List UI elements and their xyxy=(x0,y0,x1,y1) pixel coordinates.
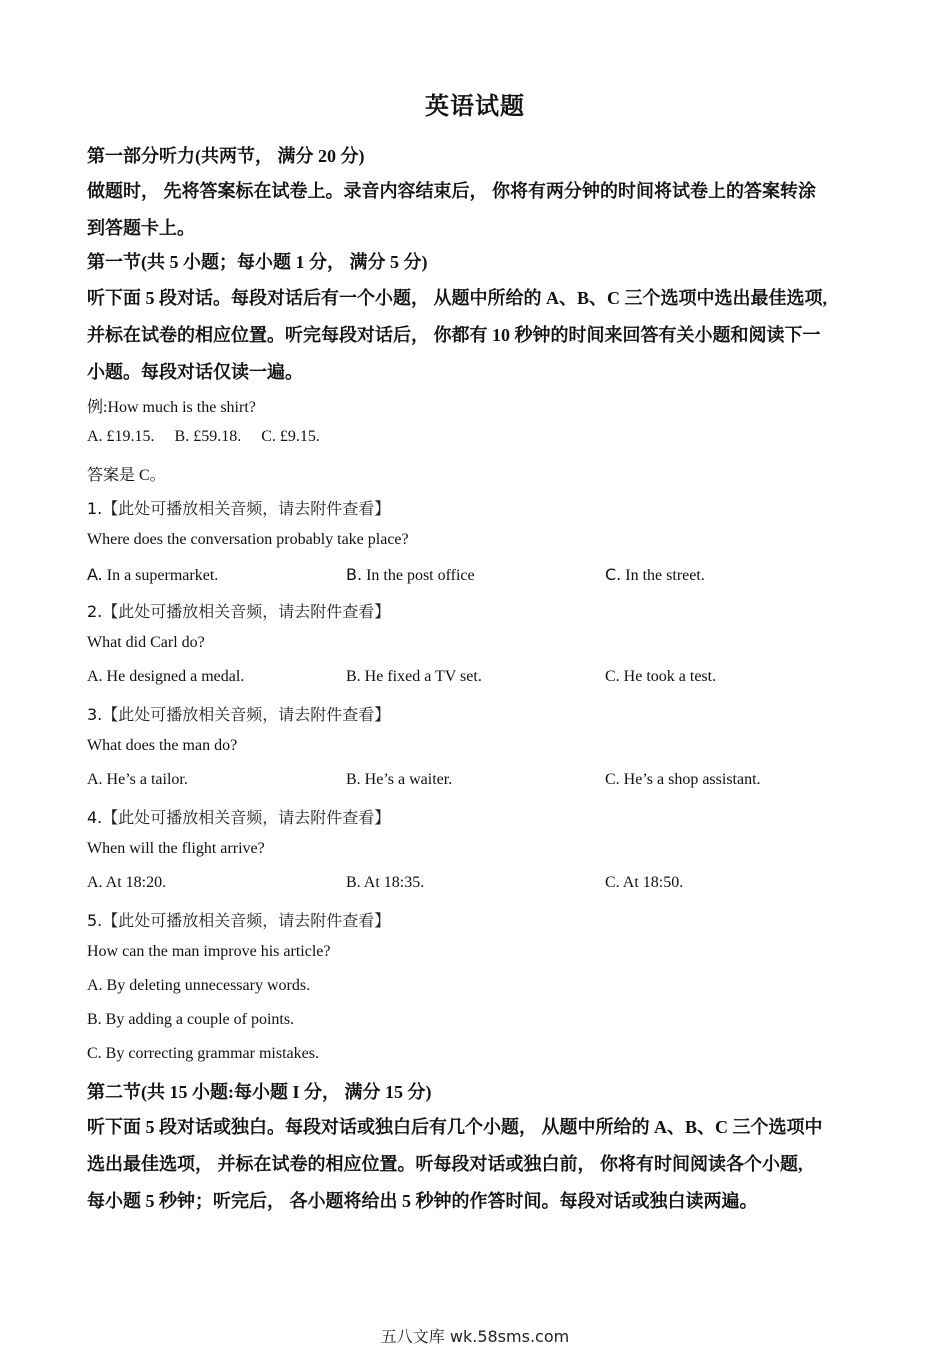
question-2-header xyxy=(87,599,390,622)
option-text: In the street. xyxy=(625,567,705,584)
question-4-option-b: B. At 18:35. xyxy=(346,874,425,891)
question-number: 2. xyxy=(87,602,103,621)
question-2-option-b: B. He fixed a TV set. xyxy=(346,668,482,685)
part1-heading: 第一部分听力(共两节， 满分 20 分) xyxy=(87,146,365,166)
part1-instruction-line1: 做题时， 先将答案标在试卷上。录音内容结束后， 你将有两分钟的时间将试卷上的答案转涂 xyxy=(87,181,816,201)
part1-instruction-line2: 到答题卡上。 xyxy=(87,218,195,238)
option-letter: C. xyxy=(605,565,622,584)
example-answer: 答案是 C。 xyxy=(87,467,166,484)
page-footer: 五八文库 wk.58sms.com xyxy=(380,1327,570,1346)
audio-note: 【此处可播放相关音频，请去附件查看】 xyxy=(102,501,391,518)
example-options: A. £19.15. B. £59.18. C. £9.15. xyxy=(87,428,320,445)
question-number: 3. xyxy=(87,705,103,724)
question-number: 4. xyxy=(87,808,103,827)
question-1-option-b xyxy=(346,565,475,585)
option-letter: B. xyxy=(346,565,363,584)
question-3-option-c: C. He’s a shop assistant. xyxy=(605,771,761,788)
question-number: 5. xyxy=(87,911,103,930)
section2-instruction-line3: 每小题 5 秒钟；听完后， 各小题将给出 5 秒钟的作答时间。每段对话或独白读两遍。 xyxy=(87,1191,758,1211)
section2-instruction-line1: 听下面 5 段对话或独白。每段对话或独白后有几个小题， 从题中所给的 A、B、C 三个选项中 xyxy=(87,1117,823,1137)
question-4-option-a: A. At 18:20. xyxy=(87,874,167,891)
audio-note: 【此处可播放相关音频，请去附件查看】 xyxy=(102,913,391,930)
audio-note: 【此处可播放相关音频，请去附件查看】 xyxy=(102,810,391,827)
section1-instruction-line3: 小题。每段对话仅读一遍。 xyxy=(87,362,303,382)
option-text: In the post office xyxy=(366,567,475,584)
question-3-option-a: A. He’s a tailor. xyxy=(87,771,188,788)
question-5-text: How can the man improve his article? xyxy=(87,943,331,960)
question-number: 1. xyxy=(87,499,103,518)
question-2-option-c: C. He took a test. xyxy=(605,668,717,685)
example-question: 例:How much is the shirt? xyxy=(87,399,256,416)
audio-note: 【此处可播放相关音频，请去附件查看】 xyxy=(102,604,391,621)
section1-instruction-line2: 并标在试卷的相应位置。听完每段对话后， 你都有 10 秒钟的时间来回答有关小题和阅读下一 xyxy=(87,325,821,345)
section1-heading: 第一节(共 5 小题；每小题 1 分， 满分 5 分) xyxy=(87,252,428,272)
question-5-option-b: B. By adding a couple of points. xyxy=(87,1011,295,1028)
page-title: 英语试题 xyxy=(425,94,525,120)
option-letter: A. xyxy=(87,565,103,584)
question-4-text: When will the flight arrive? xyxy=(87,840,265,857)
section2-heading: 第二节(共 15 小题:每小题 I 分， 满分 15 分) xyxy=(87,1082,432,1102)
question-5-header xyxy=(87,908,390,931)
question-3-text: What does the man do? xyxy=(87,737,238,754)
question-3-option-b: B. He’s a waiter. xyxy=(346,771,453,788)
audio-note: 【此处可播放相关音频，请去附件查看】 xyxy=(102,707,391,724)
question-1-header xyxy=(87,496,390,519)
question-1-option-a xyxy=(87,565,218,585)
question-5-option-c: C. By correcting grammar mistakes. xyxy=(87,1045,319,1062)
section2-instruction-line2: 选出最佳选项， 并标在试卷的相应位置。听每段对话或独白前， 你将有时间阅读各个小题, xyxy=(87,1154,803,1174)
question-1-text: Where does the conversation probably take place? xyxy=(87,531,409,548)
question-3-header xyxy=(87,702,390,725)
question-4-option-c: C. At 18:50. xyxy=(605,874,684,891)
question-2-option-a: A. He designed a medal. xyxy=(87,668,245,685)
question-4-header xyxy=(87,805,390,828)
option-text: In a supermarket. xyxy=(106,567,219,584)
question-1-option-c xyxy=(605,565,705,585)
question-5-option-a: A. By deleting unnecessary words. xyxy=(87,977,311,994)
question-2-text: What did Carl do? xyxy=(87,634,205,651)
section1-instruction-line1: 听下面 5 段对话。每段对话后有一个小题， 从题中所给的 A、B、C 三个选项中选出最佳选项, xyxy=(87,288,827,308)
